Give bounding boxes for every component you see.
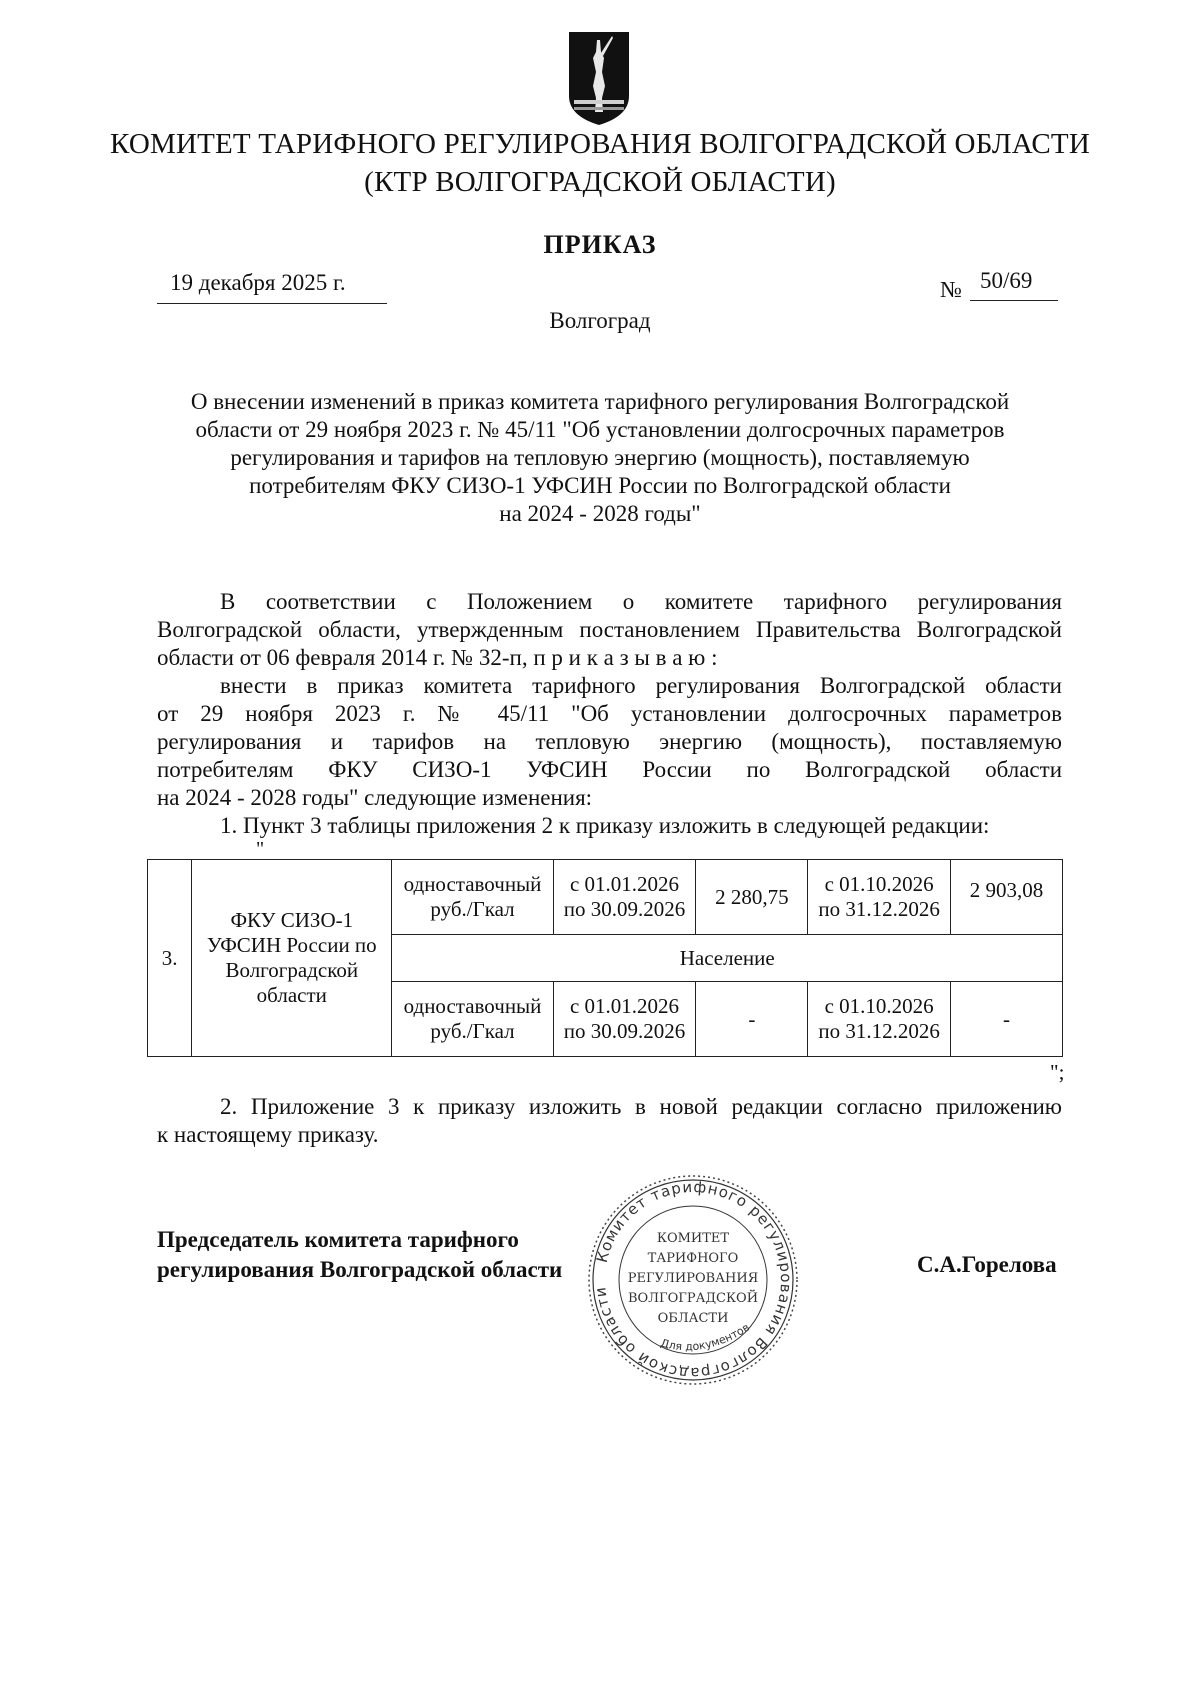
- order-paragraph: [157, 672, 1062, 812]
- seal-inner-line: ОБЛАСТИ: [657, 1311, 729, 1326]
- signatory-name: С.А.Горелова: [917, 1252, 1057, 1277]
- item-1-paragraph: 1. Пункт 3 таблицы приложения 2 к приказу изложить в следующей редакции:: [220, 813, 990, 838]
- rate-type-cell: одноставочный руб./Гкал: [392, 860, 553, 935]
- order-line: от 29 ноября 2023 г. № 45/11 "Об установлении долгосрочных параметров: [157, 701, 1062, 726]
- row-number-cell: 3.: [148, 860, 192, 1057]
- subject-line: регулирования и тарифов на тепловую энергию (мощность), поставляемую: [230, 445, 970, 470]
- order-line: внести в приказ комитета тарифного регулирования Волгоградской области: [220, 673, 1062, 698]
- table-row: [148, 860, 1063, 935]
- item-2-paragraph: [157, 1093, 1062, 1149]
- org-name-line2: (КТР ВОЛГОГРАДСКОЙ ОБЛАСТИ): [364, 166, 836, 198]
- date-underline: [157, 303, 387, 304]
- order-number: 50/69: [980, 268, 1033, 293]
- item-2-line: 2. Приложение 3 к приказу изложить в новой редакции согласно приложению: [220, 1094, 1062, 1119]
- item-2-line: к настоящему приказу.: [157, 1122, 379, 1147]
- order-line: потребителям ФКУ СИЗО-1 УФСИН России по Волгоградской области: [157, 757, 1062, 782]
- preamble-line: области от 06 февраля 2014 г. № 32-п, п р и к а з ы в а ю :: [157, 645, 718, 670]
- order-line: на 2024 - 2028 годы" следующие изменения:: [157, 785, 593, 810]
- period-cell: с 01.01.2026 по 30.09.2026: [553, 860, 696, 935]
- tariff-value-cell: 2 280,75: [696, 860, 808, 935]
- period-cell: с 01.01.2026 по 30.09.2026: [553, 982, 696, 1057]
- preamble-line: В соответствии с Положением о комитете тарифного регулирования: [220, 589, 1062, 614]
- order-subject: [160, 388, 1040, 528]
- preamble-line: Волгоградской области, утвержденным постановлением Правительства Волгоградской: [157, 617, 1062, 642]
- svg-text:Комитет тарифного регулировани: Комитет тарифного регулирования Волгоградской области: [591, 1177, 796, 1383]
- seal-inner-line: РЕГУЛИРОВАНИЯ: [627, 1271, 759, 1286]
- tariff-value-cell: 2 903,08: [951, 860, 1063, 935]
- tariff-value-cell: -: [696, 982, 808, 1057]
- order-date: 19 декабря 2025 г.: [170, 270, 346, 295]
- order-line: регулирования и тарифов на тепловую энергию (мощность), поставляемую: [157, 729, 1062, 754]
- opening-quote: ": [256, 838, 265, 860]
- seal-inner-line: КОМИТЕТ: [656, 1231, 730, 1246]
- period-cell: с 01.10.2026 по 31.12.2026: [808, 982, 951, 1057]
- signatory-title-line: регулирования Волгоградской области: [157, 1257, 563, 1282]
- svg-text:Для документов: Для документов: [659, 1320, 752, 1354]
- official-seal: [583, 1170, 803, 1390]
- subject-line: О внесении изменений в приказ комитета тарифного регулирования Волгоградской: [190, 389, 1010, 414]
- organization-name: [0, 125, 1200, 201]
- document-type-heading: ПРИКАЗ: [543, 230, 657, 259]
- tariff-value-cell: -: [951, 982, 1063, 1057]
- city-name: Волгоград: [549, 308, 651, 333]
- subject-line: на 2024 - 2028 годы": [499, 501, 701, 526]
- population-label-cell: Население: [392, 935, 1063, 982]
- preamble-paragraph: [157, 588, 1062, 672]
- number-sign: №: [940, 277, 962, 302]
- seal-inner-line: ТАРИФНОГО: [647, 1251, 739, 1266]
- tariff-table: [147, 859, 1063, 1057]
- closing-quote: ";: [1050, 1060, 1065, 1084]
- subject-line: потребителям ФКУ СИЗО-1 УФСИН России по Волгоградской области: [249, 473, 951, 498]
- coat-of-arms-emblem: [566, 28, 632, 128]
- period-cell: с 01.10.2026 по 31.12.2026: [808, 860, 951, 935]
- rate-type-cell: одноставочный руб./Гкал: [392, 982, 553, 1057]
- signatory-title-line: Председатель комитета тарифного: [157, 1227, 519, 1252]
- subject-line: области от 29 ноября 2023 г. № 45/11 "Об установлении долгосрочных параметров: [195, 417, 1005, 442]
- signatory-title: [157, 1225, 562, 1285]
- number-underline: [970, 300, 1058, 301]
- org-name-line1: КОМИТЕТ ТАРИФНОГО РЕГУЛИРОВАНИЯ ВОЛГОГРАДСКОЙ ОБЛАСТИ: [110, 128, 1090, 160]
- seal-inner-line: ВОЛГОГРАДСКОЙ: [627, 1291, 759, 1306]
- org-name-cell: ФКУ СИЗО-1 УФСИН России по Волгоградской области: [192, 860, 392, 1057]
